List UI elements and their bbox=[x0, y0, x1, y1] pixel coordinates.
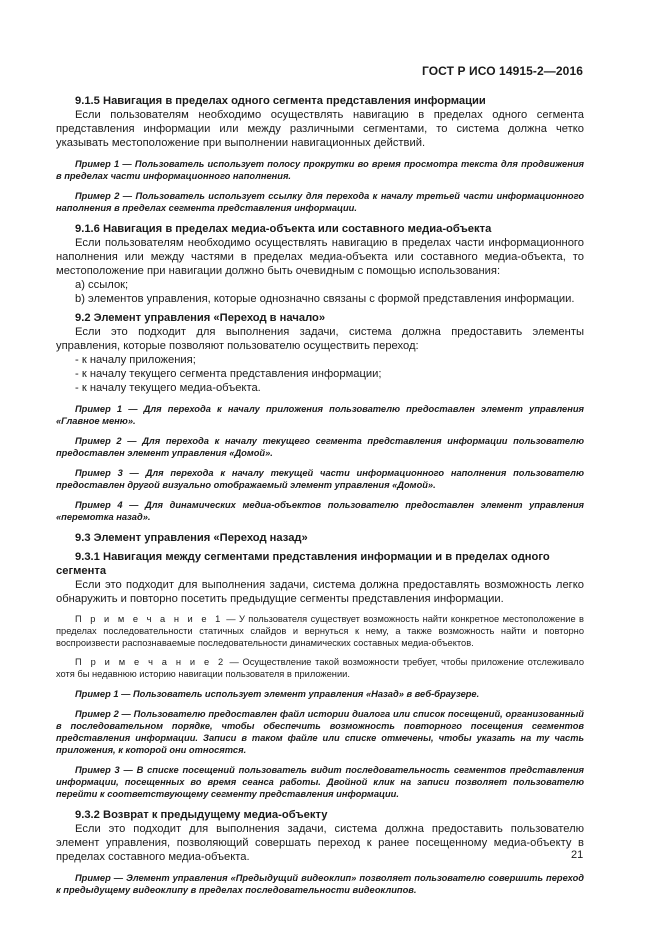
body-paragraph: Если это подходит для выполнения задачи, система должна предоставить пользователю элемент управления, позволяющий совершать переход к ранее посещенному медиа-объекту в пределах составного медиа-объекта. bbox=[56, 823, 584, 863]
list-item: a) ссылок; bbox=[75, 279, 129, 291]
note-paragraph bbox=[56, 656, 584, 680]
body-paragraph: Если пользователям необходимо осуществлять навигацию в пределах одного сегмента представления информации или между различными сегментами, то система должна четко указывать местоположение при выполнении навигационных действий. bbox=[56, 109, 584, 149]
example-paragraph: Пример 1 — Пользователь использует элемент управления «Назад» в веб-браузере. bbox=[75, 689, 480, 699]
example-paragraph: Пример 2 — Пользователю предоставлен файл истории диалога или список посещений, организованный в последовательном порядке, чтобы обеспечить возможность повторного посещения сегментов представления информации. Записи в таком файле или списке отмечены, чтобы указать на ту часть приложения, к которой они относятся. bbox=[56, 709, 584, 755]
note-text: — Осуществление такой возможности требует, чтобы приложение отслеживало хотя бы недавнюю историю навигации пользователя в приложении. bbox=[56, 657, 584, 679]
document-standard-id: ГОСТ Р ИСО 14915-2—2016 bbox=[421, 64, 583, 78]
note-text: — У пользователя существует возможность найти конкретное местоположение в пределах последовательности статичных слайдов и вернуться к нему, а также возможность найти и повторно воспроизвести распознаваемые последовательности динамических составных медиа-объектов. bbox=[56, 614, 584, 648]
body-paragraph: Если это подходит для выполнения задачи, система должна предоставить элементы управления, которые позволяют пользователю осуществить переход: bbox=[56, 326, 584, 352]
page-number: 21 bbox=[571, 849, 584, 861]
example-paragraph: Пример 2 — Для перехода к началу текущего сегмента представления информации пользователю предоставлен элемент управления «Домой». bbox=[56, 436, 584, 458]
note-label: П р и м е ч а н и е 1 bbox=[75, 614, 223, 624]
note-label: П р и м е ч а н и е 2 bbox=[75, 657, 226, 667]
page-body bbox=[56, 94, 584, 904]
example-paragraph: Пример 2 — Пользователь использует ссылку для перехода к началу третьей части информационного наполнения в пределах сегмента представления информации. bbox=[56, 191, 584, 213]
example-paragraph: Пример 4 — Для динамических медиа-объектов пользователю предоставлен элемент управления «перемотка назад». bbox=[56, 500, 584, 522]
section-heading: 9.2 Элемент управления «Переход в начало» bbox=[75, 312, 326, 324]
example-paragraph: Пример 1 — Пользователь использует полосу прокрутки во время просмотра текста для продвижения в пределах части информационного наполнения. bbox=[56, 159, 584, 181]
section-heading: 9.3.2 Возврат к предыдущему медиа-объекту bbox=[75, 809, 328, 821]
list-item: - к началу приложения; bbox=[75, 354, 196, 366]
example-paragraph: Пример 3 — В списке посещений пользователь видит последовательность сегментов представления информации, посещенных во время сеанса работы. Двойной клик на записи позволяет пользователю перейти к соответствующему сегменту представления информации. bbox=[56, 765, 584, 799]
example-paragraph: Пример 3 — Для перехода к началу текущей части информационного наполнения пользователю предоставлен другой визуально отображаемый элемент управления «Домой». bbox=[56, 468, 584, 490]
list-item: - к началу текущего медиа-объекта. bbox=[75, 382, 261, 394]
section-heading: 9.3.1 Навигация между сегментами представления информации и в пределах одного сегмента bbox=[56, 551, 550, 577]
body-paragraph: Если это подходит для выполнения задачи, система должна предоставлять возможность легко обнаружить и повторно посетить предыдущие сегменты представления информации. bbox=[56, 579, 584, 605]
note-paragraph bbox=[56, 613, 584, 649]
example-paragraph: Пример 1 — Для перехода к началу приложения пользователю предоставлен элемент управления «Главное меню». bbox=[56, 404, 584, 426]
list-item: b) элементов управления, которые однозначно связаны с формой представления информации. bbox=[75, 293, 575, 305]
section-heading: 9.3 Элемент управления «Переход назад» bbox=[75, 532, 308, 544]
example-paragraph: Пример — Элемент управления «Предыдущий видеоклип» позволяет пользователю совершить переход к предыдущему видеоклипу в пределах последовательности видеоклипов. bbox=[56, 873, 584, 895]
list-item: - к началу текущего сегмента представления информации; bbox=[75, 368, 382, 380]
section-heading: 9.1.6 Навигация в пределах медиа-объекта или составного медиа-объекта bbox=[75, 223, 492, 235]
body-paragraph: Если пользователям необходимо осуществлять навигацию в пределах части информационного наполнения или между частями в пределах медиа-объекта или составного медиа-объекта, то местоположение при навигации должно быть очевидным с помощью использования: bbox=[56, 237, 584, 277]
section-heading: 9.1.5 Навигация в пределах одного сегмента представления информации bbox=[75, 95, 486, 107]
